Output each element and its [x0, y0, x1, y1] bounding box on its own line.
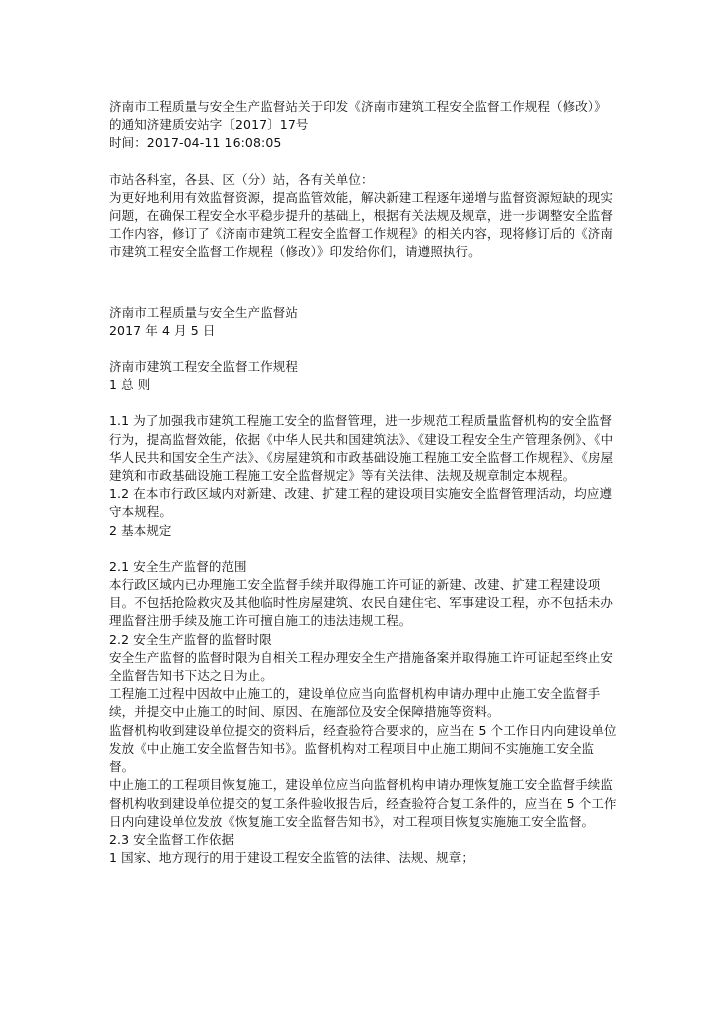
publish-time: 时间：2017-04-11 16:08:05	[109, 135, 282, 151]
section-2-2-heading: 2.2 安全生产监督的监督时限	[109, 631, 272, 647]
section-2-1-heading: 2.1 安全生产监督的范围	[109, 558, 247, 574]
clause-1-2: 1.2 在本市行政区域内对新建、改建、扩建工程的建设项目实施安全监督管理活动，均应遵守本规程。	[109, 486, 613, 520]
section-2-3-heading: 2.3 安全监督工作依据	[109, 831, 235, 847]
notice-title: 济南市工程质量与安全生产监督站关于印发《济南市建筑工程安全监督工作规程（修改）》的通知济建质安站字〔2017〕17号	[109, 99, 607, 133]
chapter-1-heading: 1 总 则	[109, 377, 151, 393]
regulation-title: 济南市建筑工程安全监督工作规程	[109, 359, 299, 375]
notice-body: 为更好地利用有效监督资源，提高监管效能，解决新建工程逐年递增与监督资源短缺的现实问题，在确保工程安全水平稳步提升的基础上，根据有关法规及规章，进一步调整安全监督工作内容，修订了《济南市建筑工程安全监督工作规程》的相关内容，现将修订后的《济南市建筑工程安全监督工作规程（修改）》印发给你们，请遵照执行。	[109, 189, 614, 260]
section-2-1-text: 本行政区域内已办理施工安全监督手续并取得施工许可证的新建、改建、扩建工程建设项目。不包括抢险救灾及其他临时性房屋建筑、农民自建住宅、军事建设工程，亦不包括未办理监督注册手续及施工许可擅自施工的违法违规工程。	[109, 577, 614, 629]
notice-salutation: 市站各科室，各县、区（分）站，各有关单位：	[109, 171, 374, 187]
section-2-3-item-1: 1 国家、地方现行的用于建设工程安全监管的法律、法规、规章；	[109, 850, 474, 866]
chapter-2-heading: 2 基本规定	[109, 522, 172, 538]
section-2-2-text-c: 监督机构收到建设单位提交的资料后，经查验符合要求的，应当在 5 个工作日内向建设单位发放《中止施工安全监督告知书》。监督机构对工程项目中止施工期间不实施施工安全监督。	[109, 722, 617, 775]
signature-org: 济南市工程质量与安全生产监督站	[109, 304, 299, 320]
signature-date: 2017 年 4 月 5 日	[109, 322, 216, 338]
document-page	[109, 98, 619, 867]
clause-1-1: 1.1 为了加强我市建筑工程施工安全的监督管理，进一步规范工程质量监督机构的安全监督行为，提高监督效能，依据《中华人民共和国建筑法》、《建设工程安全生产管理条例》、《中华人民共和国安全生产法》、《房屋建筑和市政基础设施工程施工安全监督工作规程》、《房屋建筑和市政基础设施工程施工安全监督规定》等有关法律、法规及规章制定本规程。	[109, 413, 614, 484]
section-2-2-text-b: 工程施工过程中因故中止施工的，建设单位应当向监督机构申请办理中止施工安全监督手续，并提交中止施工的时间、原因、在施部位及安全保障措施等资料。	[109, 686, 601, 720]
section-2-2-text-d: 中止施工的工程项目恢复施工，建设单位应当向监督机构申请办理恢复施工安全监督手续监督机构收到建设单位提交的复工条件验收报告后，经查验符合复工条件的，应当在 5 个工作日内向建设单位发放《恢复施工安全监督告知书》，对工程项目恢复实施施工安全监督。	[109, 777, 617, 829]
section-2-2-text-a: 安全生产监督的监督时限为自相关工程办理安全生产措施备案并取得施工许可证起至终止安全监督告知书下达之日为止。	[109, 649, 614, 684]
